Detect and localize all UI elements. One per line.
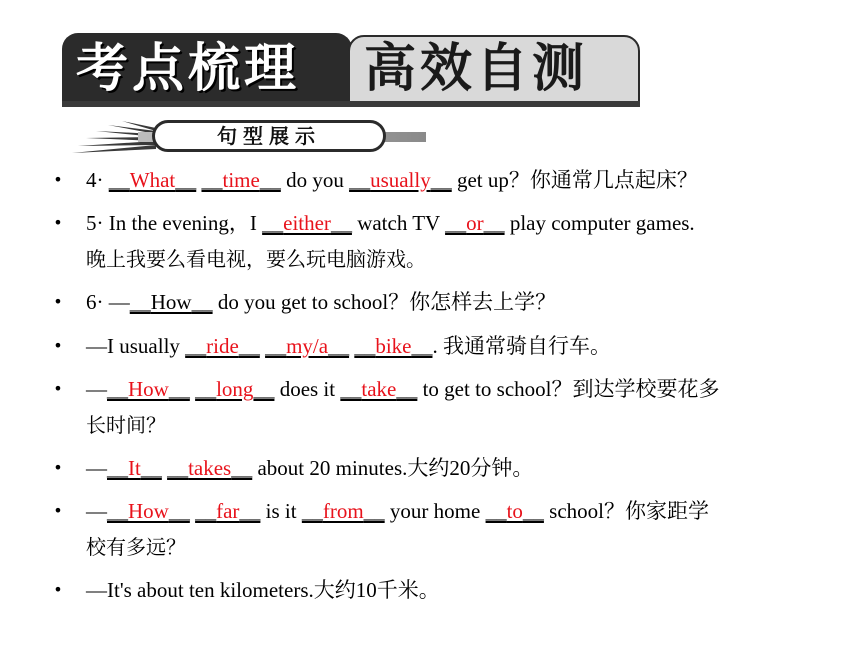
answer-blank: bike — [375, 334, 412, 358]
sentence-text: your home — [384, 499, 486, 523]
sentence-text: to get to school？到达学校要花多 — [417, 377, 720, 401]
answer-blank: How — [128, 377, 169, 401]
sentence-number: 5· — [86, 211, 104, 235]
bullet-icon: • — [53, 213, 63, 232]
sentence-ten-km — [86, 573, 816, 607]
dash: — — [86, 499, 107, 523]
sentence-text: about 20 minutes.大约20分钟。 — [252, 456, 534, 480]
sentence-6: 6· —__How__ do you get to school？你怎样去上学？ — [86, 290, 557, 314]
bullet-icon: • — [53, 580, 63, 599]
answer-blank: It — [128, 456, 141, 480]
answer-blank: takes — [188, 456, 232, 480]
dash: — — [86, 456, 107, 480]
answer-blank: either — [283, 211, 331, 235]
bullet-icon: • — [53, 170, 63, 189]
answer-blank: How — [150, 290, 192, 314]
bullet-icon: • — [53, 292, 63, 311]
sentence-4: 4· __What__ __time__ do you __usually__ get up？你通常几点起床？ — [86, 168, 698, 192]
sentence-5: 5· In the evening，I __either__ watch TV __or__ play computer games. — [86, 211, 695, 235]
dash: — — [108, 290, 130, 314]
sentence-how-long: —__How__ __long__ does it __take__ to get to school？到达学校要花多 — [86, 377, 720, 401]
banner-title-right: 高效自测 — [364, 39, 589, 99]
dash: — — [86, 377, 107, 401]
answer-blank: What — [129, 168, 176, 192]
answer-blank: take — [361, 377, 397, 401]
sentence-text: watch TV — [351, 211, 446, 235]
sentence-text: —I usually — [86, 334, 186, 358]
sentence-text: do you get to school？你怎样去上学？ — [212, 290, 557, 314]
bullet-icon: • — [53, 379, 63, 398]
sentence-text: In the evening，I — [108, 211, 263, 235]
sentence-5-translation: 晚上我要么看电视，要么玩电脑游戏。 — [86, 247, 426, 271]
section-pill — [152, 120, 386, 152]
sentence-6-answer: —I usually __ride__ __my/a__ __bike__. 我通常骑自行车。 — [86, 334, 611, 358]
sentence-text: do you — [280, 168, 350, 192]
sentence-text: —It's about ten kilometers.大约10千米。 — [86, 578, 440, 602]
answer-blank: from — [322, 499, 364, 523]
sentence-how-far-continued: 校有多远？ — [86, 535, 186, 559]
section-label — [68, 119, 428, 155]
sentence-text: school？你家距学 — [543, 499, 709, 523]
sentence-it-takes: —__It__ __takes__ about 20 minutes.大约20分钟。 — [86, 456, 534, 480]
sentence-number: 6· — [86, 290, 104, 314]
sentence-text: play computer games. — [504, 211, 695, 235]
answer-blank: How — [128, 499, 169, 523]
sentence-how-long-continued: 长时间？ — [86, 413, 166, 437]
bullet-icon: • — [53, 336, 63, 355]
section-title: 句型展示 — [217, 124, 321, 148]
answer-blank: to — [506, 499, 523, 523]
answer-blank: my/a — [286, 334, 329, 358]
answer-blank: far — [216, 499, 240, 523]
sentence-how-far: —__How__ __far__ is it __from__ your home __to__ school？你家距学 — [86, 499, 709, 523]
answer-blank: ride — [206, 334, 239, 358]
sentence-text: is it — [260, 499, 302, 523]
answer-blank: long — [216, 377, 254, 401]
banner-title-left: 考点梳理 — [76, 39, 301, 99]
bullet-icon: • — [53, 501, 63, 520]
sentence-text: . 我通常骑自行车。 — [432, 334, 611, 358]
answer-blank: usually — [370, 168, 431, 192]
answer-blank: or — [466, 211, 484, 235]
sentence-text: does it — [274, 377, 341, 401]
answer-blank: time — [222, 168, 260, 192]
bullet-icon: • — [53, 458, 63, 477]
sentence-number: 4· — [86, 168, 104, 192]
sentence-text: get up？你通常几点起床？ — [451, 168, 698, 192]
header-banner — [62, 33, 640, 109]
